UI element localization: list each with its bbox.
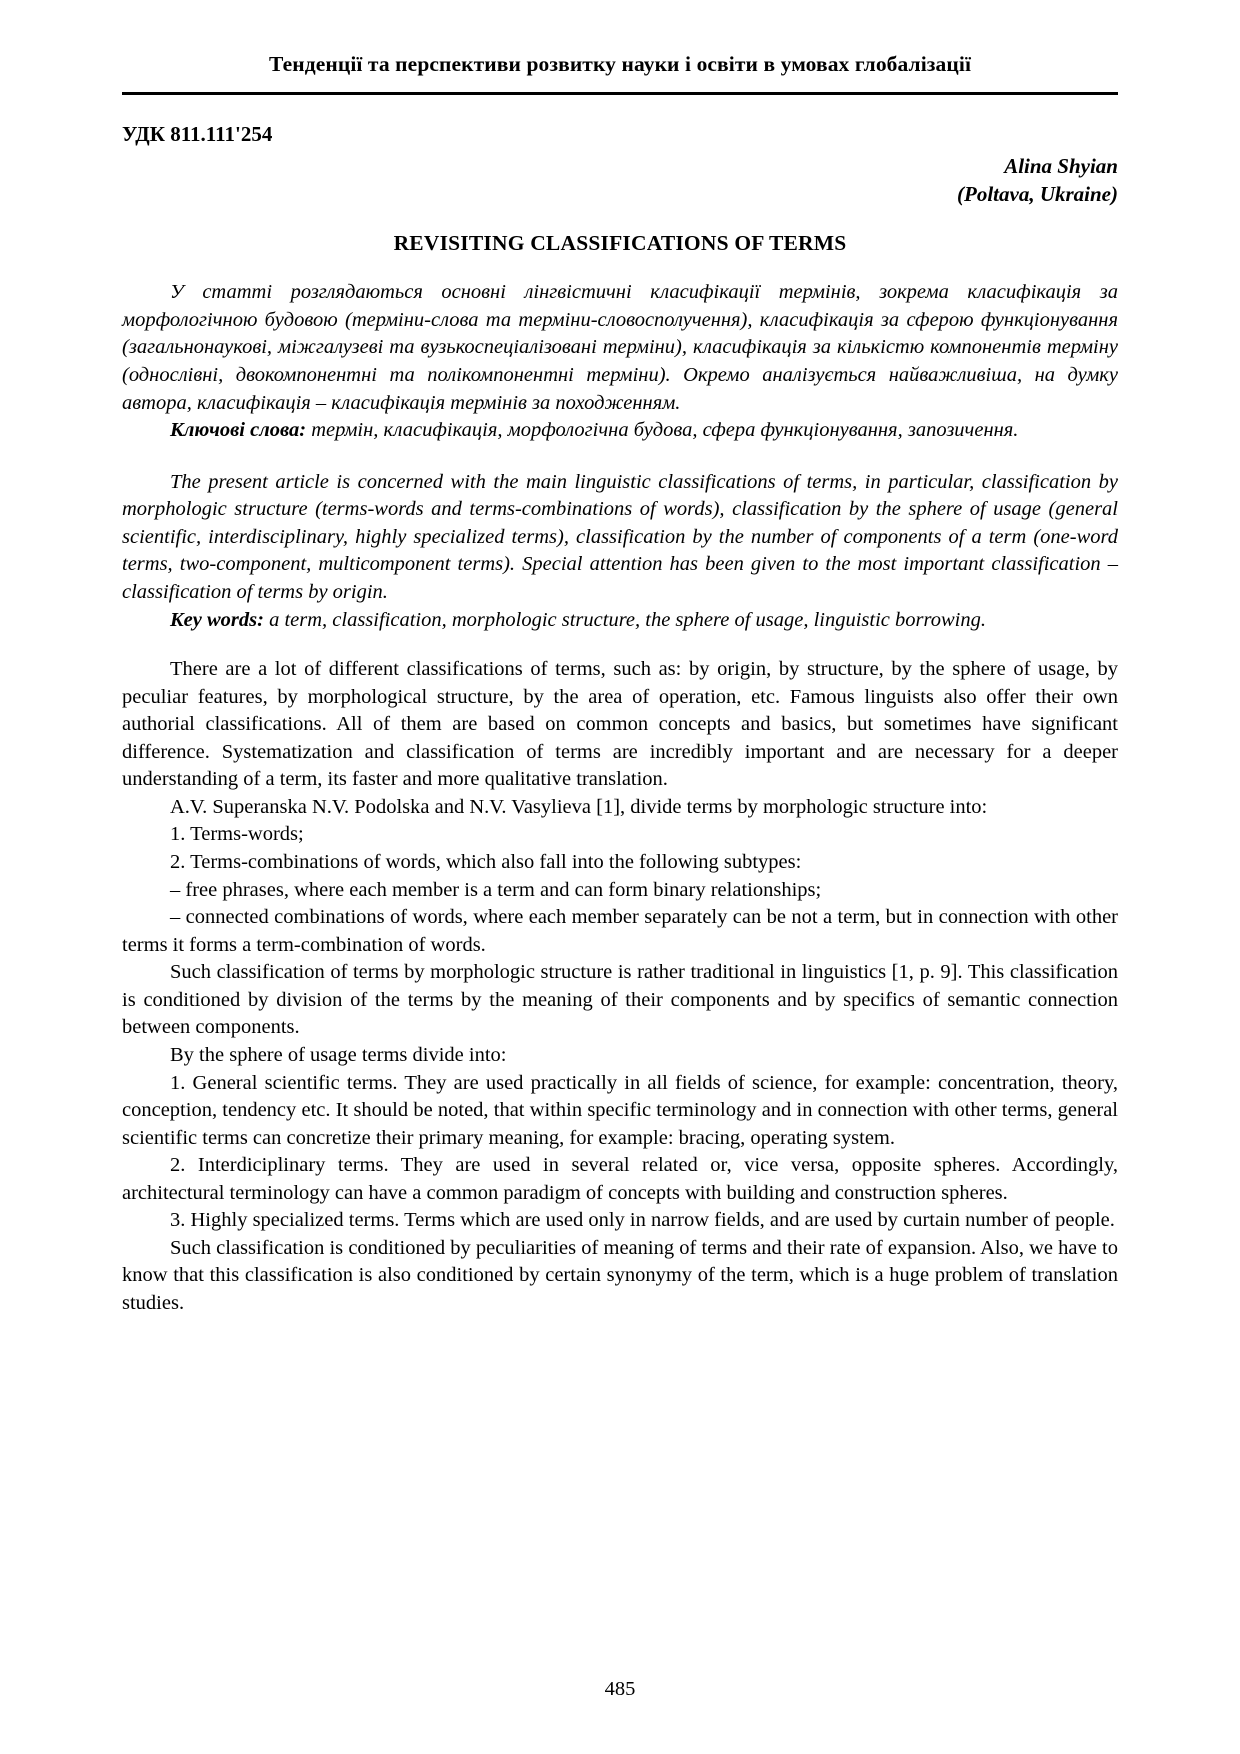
body-paragraph: There are a lot of different classifications of terms, such as: by origin, by structure, by the sphere of usage, by peculiar features, by morphological structure, by the area of operation, etc. Famous linguists also offer their own authorial classifications. All of them are based on common concepts and basics, but sometimes have significant difference. Systematization and classification of terms are incredibly important and are necessary for a deeper understanding of a term, its faster and more qualitative translation.	[122, 658, 1118, 791]
body-paragraph: 3. Highly specialized terms. Terms which are used only in narrow fields, and are used by curtain number of people.	[170, 1209, 1115, 1232]
body-paragraph: Such classification is conditioned by peculiarities of meaning of terms and their rate of expansion. Also, we have to know that this classification is also conditioned by certain synonymy of the term, which is a huge problem of translation studies.	[122, 1236, 1118, 1315]
author-affiliation: (Poltava, Ukraine)	[957, 181, 1118, 206]
body-text	[122, 656, 1118, 1318]
body-paragraph: Such classification of terms by morphologic structure is rather traditional in linguistics [1, p. 9]. This classification is conditioned by division of the terms by the meaning of their components and by specifics of semantic connection between components.	[122, 961, 1118, 1039]
abstract-english	[122, 469, 1118, 634]
keywords-text-en: a term, classification, morphologic structure, the sphere of usage, linguistic borrowing.	[263, 608, 986, 631]
page-number: 485	[604, 1678, 636, 1701]
abstract-ukrainian	[122, 279, 1118, 444]
abstract-en-text: The present article is concerned with the main linguistic classifications of terms, in particular, classification by morphologic structure (terms-words and terms-combinations of words), classification by the sphere of usage (general scientific, interdisciplinary, highly specialized terms), classification by the number of components of a term (one-word terms, two-component, multicomponent terms). Special attention has been given to the most important classification – classification of terms by origin.	[122, 470, 1118, 603]
author-name: Alina Shyian	[1004, 154, 1118, 179]
keywords-label-uk: Ключові слова:	[170, 419, 307, 442]
list-item: – free phrases, where each member is a term and can form binary relationships;	[170, 878, 822, 901]
keywords-label-en: Key words:	[170, 608, 264, 631]
body-paragraph: By the sphere of usage terms divide into:	[170, 1043, 507, 1066]
list-item: – connected combinations of words, where each member separately can be not a term, but in connection with other terms it forms a term-combination of words.	[122, 906, 1118, 956]
abstract-uk-keywords	[122, 417, 1118, 445]
author-block	[122, 153, 1118, 208]
list-item: 2. Terms-combinations of words, which also fall into the following subtypes:	[170, 851, 802, 874]
abstract-uk-text: У статті розглядаються основні лінгвістичні класифікації термінів, зокрема класифікація за морфологічною будовою (терміни-слова та терміни-словосполучення), класифікація за сферою функціонування (загальнонаукові, міжгалузеві та вузькоспеціалізовані терміни), класифікація за кількістю компонентів терміну (однослівні, двокомпонентні та полікомпонентні терміни). Окремо аналізується найважливіша, на думку автора, класифікація – класифікація термінів за походженням.	[122, 281, 1118, 414]
list-item: 1. Terms-words;	[170, 823, 304, 846]
body-paragraph: 1. General scientific terms. They are used practically in all fields of science, for example: concentration, theory, conception, tendency etc. It should be noted, that within specific terminology and in connection with other terms, general scientific terms can concretize their primary meaning, for example: bracing, operating system.	[122, 1071, 1118, 1149]
abstract-spacer	[122, 445, 1118, 469]
running-head: Тенденції та перспективи розвитку науки і освіти в умовах глобалізації	[268, 52, 972, 76]
article-title: REVISITING CLASSIFICATIONS OF TERMS	[393, 231, 847, 256]
body-paragraph: 2. Interdiciplinary terms. They are used in several related or, vice versa, opposite spheres. Accordingly, architectural terminology can have a common paradigm of concepts with building and construction spheres.	[122, 1154, 1118, 1204]
keywords-text-uk: термін, класифікація, морфологічна будова, сфера функціонування, запозичення.	[306, 419, 1019, 442]
abstract-en-keywords	[122, 607, 1118, 635]
body-paragraph: A.V. Superanska N.V. Podolska and N.V. Vasylieva [1], divide terms by morphologic structure into:	[170, 795, 988, 818]
header-rule	[122, 92, 1118, 95]
udc-code: УДК 811.111'254	[122, 121, 273, 146]
